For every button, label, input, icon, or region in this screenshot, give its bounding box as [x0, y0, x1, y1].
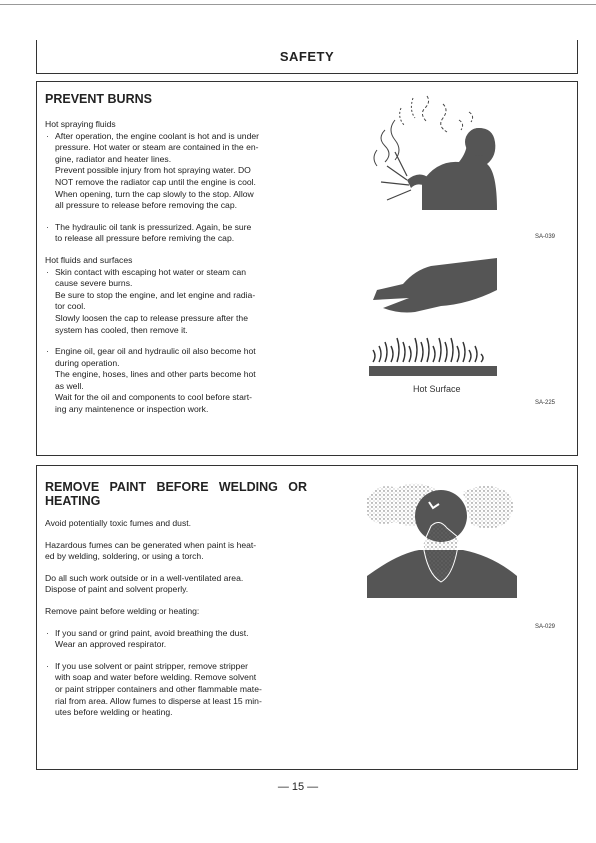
top-rule [0, 4, 596, 5]
section-title: PREVENT BURNS [45, 92, 152, 106]
text-line: Wait for the oil and components to cool before start- [55, 392, 252, 403]
figure-code: SA-029 [535, 624, 556, 630]
text-line: Slowly loosen the cap to release pressure after the [55, 312, 248, 323]
bullet-dot: · [46, 266, 49, 277]
section-body [45, 518, 307, 719]
text-line: pressure. Hot water or steam are contained in the en- [55, 142, 259, 153]
bullet-dot: · [46, 221, 49, 232]
text-line: ing any maintenence or inspection work. [55, 404, 209, 415]
text-line: Prevent possible injury from hot spraying water. DO [55, 165, 251, 176]
bullet-dot: · [46, 346, 49, 357]
text-line: system has cooled, then remove it. [55, 324, 188, 335]
text-line: as well. [55, 380, 84, 391]
prevent-burns-section [36, 81, 578, 456]
text-line: to release all pressure before remiving the cap. [55, 233, 235, 244]
text-line: utes before welding or heating. [55, 707, 173, 718]
paragraph: Avoid potentially toxic fumes and dust. [45, 518, 192, 528]
text-line: If you use solvent or paint stripper, remove stripper [55, 660, 248, 671]
text-line: ed by welding, soldering, or using a torch. [45, 551, 204, 562]
text-line: all pressure to release before removing the cap. [55, 200, 238, 211]
bullet-item [45, 222, 307, 245]
text-line: Dispose of paint and solvent properly. [45, 584, 189, 595]
text-line: rial from area. Allow fumes to disperse at least 15 min- [55, 695, 262, 706]
title-line: REMOVE PAINT BEFORE WELDING OR [45, 480, 307, 494]
bullet-dot: · [46, 627, 49, 638]
subheading: Hot spraying fluids [45, 119, 116, 129]
bullet-item [45, 131, 307, 212]
hot-spray-burn-icon [367, 90, 497, 210]
text-line: tor cool. [55, 301, 86, 312]
bullet-item [45, 267, 307, 337]
text-line: The engine, hoses, lines and other parts become hot [55, 369, 256, 380]
paragraph: Remove paint before welding or heating: [45, 605, 200, 616]
page-number: — 15 — [277, 781, 319, 793]
text-line: Do all such work outside or in a well-ventilated area. [45, 572, 244, 583]
text-line: NOT remove the radiator cap until the engine is cool. [55, 176, 256, 187]
text-line: with soap and water before welding. Remove solvent [55, 672, 257, 683]
bullet-dot: · [46, 130, 49, 141]
bullet-dot: · [46, 660, 49, 671]
text-line: during operation. [55, 357, 120, 368]
text-line: If you sand or grind paint, avoid breathing the dust. [55, 627, 249, 638]
text-line: cause severe burns. [55, 278, 133, 289]
toxic-fumes-icon [367, 478, 517, 598]
text-line: Hazardous fumes can be generated when paint is heat- [45, 539, 257, 550]
remove-paint-section [36, 465, 578, 770]
text-line: Engine oil, gear oil and hydraulic oil also become hot [55, 346, 256, 357]
text-line: Be sure to stop the engine, and let engine and radia- [55, 289, 256, 300]
section-title [45, 480, 307, 508]
text-line: gine, radiator and heater lines. [55, 153, 172, 164]
text-line: The hydraulic oil tank is pressurized. Again, be sure [55, 221, 252, 232]
page-title: SAFETY [279, 49, 335, 64]
bullet-item [45, 628, 307, 651]
bullet-item [45, 661, 307, 719]
page-header [36, 40, 578, 74]
section-body [45, 119, 307, 416]
figure-code: SA-225 [535, 400, 556, 406]
text-line: or paint stripper containers and other flammable mate- [55, 683, 262, 694]
text-line: Wear an approved respirator. [55, 639, 167, 650]
text-line: When opening, turn the cap slowly to the stop. Allow [55, 188, 254, 199]
figure-caption: Hot Surface [413, 384, 461, 394]
bullet-item [45, 346, 307, 416]
text-line: After operation, the engine coolant is hot and is under [55, 130, 260, 141]
text-line: Skin contact with escaping hot water or steam can [55, 266, 247, 277]
hot-surface-hand-icon [369, 252, 499, 380]
title-line: HEATING [45, 494, 101, 508]
subheading: Hot fluids and surfaces [45, 254, 133, 265]
figure-code: SA-039 [535, 234, 556, 240]
